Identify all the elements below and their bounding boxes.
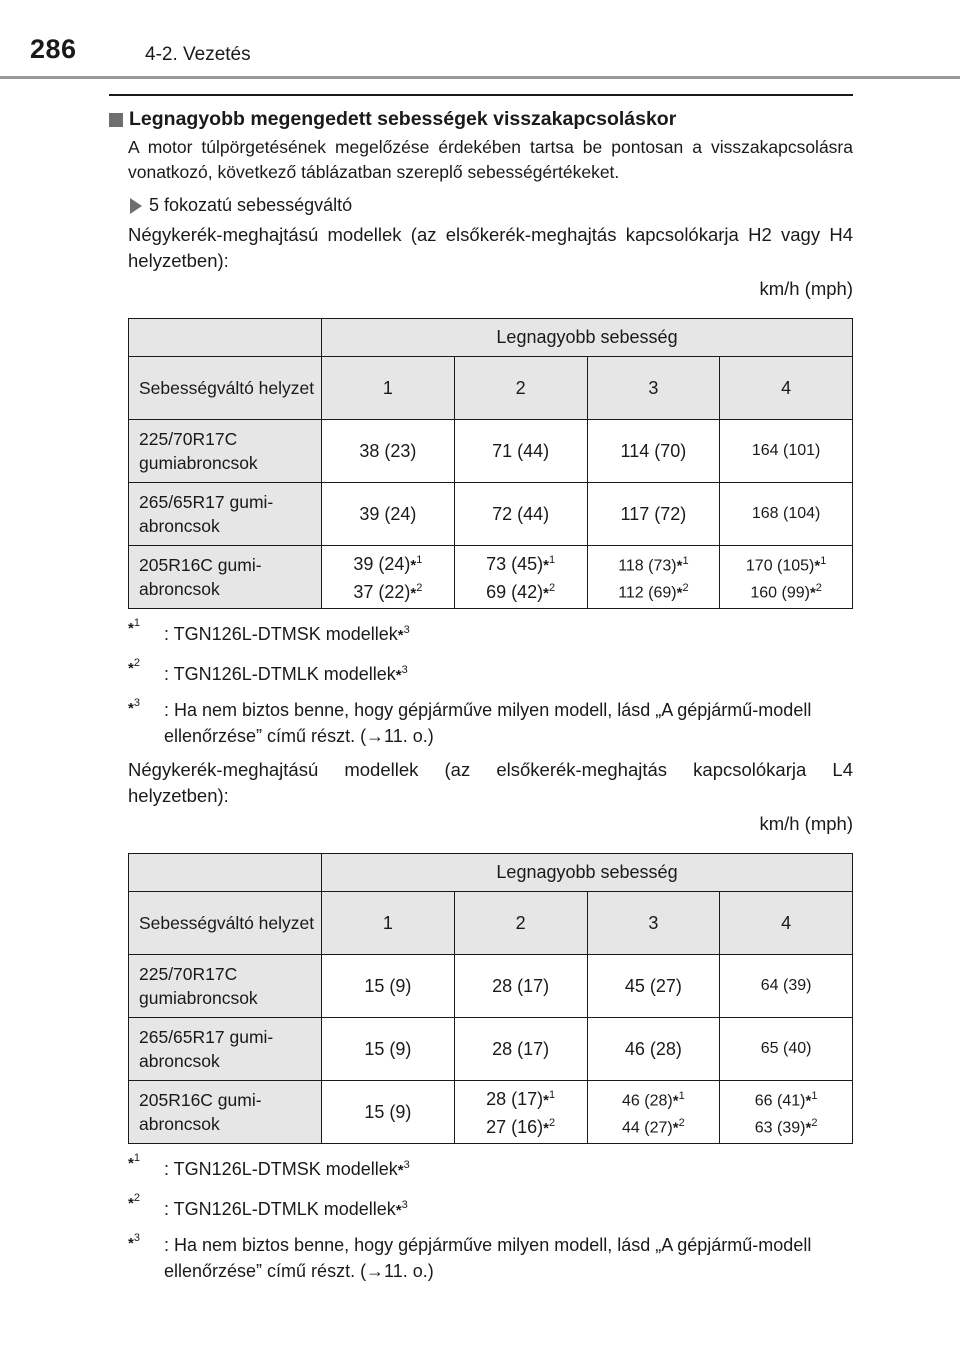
speed-cell: 118 (73)*$^1$ 112 (69)*$^2$ xyxy=(587,546,720,609)
subsection-heading xyxy=(128,195,853,216)
max-speed-header: Legnagyobb sebesség xyxy=(322,854,853,892)
speed-cell: 72 (44) xyxy=(454,483,587,546)
page-header xyxy=(0,0,960,80)
tire-label: 265/65R17 gumi-abroncsok xyxy=(129,483,322,546)
speed-cell: 73 (45)*$^1$ 69 (42)*$^2$ xyxy=(454,546,587,609)
speed-cell: 15 (9) xyxy=(322,1018,455,1081)
speed-cell: 28 (17) xyxy=(454,955,587,1018)
square-bullet-icon xyxy=(109,113,123,127)
table-header-row xyxy=(129,854,853,892)
max-speed-header: Legnagyobb sebesség xyxy=(322,319,853,357)
tire-label: 205R16C gumi-abroncsok xyxy=(129,1081,322,1144)
table1-caption: Négykerék-meghajtású modellek (az elsőkerék-meghajtás kapcsolókarja H2 vagy H4 helyzetben): xyxy=(128,224,853,271)
section-rule xyxy=(109,94,853,96)
speed-cell: 66 (41)*$^1$ 63 (39)*$^2$ xyxy=(720,1081,853,1144)
speed-cell: 64 (39) xyxy=(720,955,853,1018)
gear-header: 4 xyxy=(720,892,853,955)
section-title: Legnagyobb megengedett sebességek visszakapcsoláskor xyxy=(129,108,677,130)
section-heading xyxy=(109,108,853,131)
table2-unit: km/h (mph) xyxy=(759,813,853,834)
speed-cell: 114 (70) xyxy=(587,420,720,483)
speed-cell: 170 (105)*$^1$ 160 (99)*$^2$ xyxy=(720,546,853,609)
speed-cell: 117 (72) xyxy=(587,483,720,546)
speed-cell: 164 (101) xyxy=(720,420,853,483)
speed-cell: 15 (9) xyxy=(322,1081,455,1144)
speed-cell: 28 (17)*$^1$ 27 (16)*$^2$ xyxy=(454,1081,587,1144)
tire-label: 225/70R17C gumiabroncsok xyxy=(129,955,322,1018)
table-corner-cell xyxy=(129,854,322,892)
speed-cell: 46 (28) xyxy=(587,1018,720,1081)
table-row xyxy=(129,892,853,955)
table-header-row xyxy=(129,319,853,357)
transmission-label: 5 fokozatú sebességváltó xyxy=(149,195,353,215)
speed-cell: 39 (24)*$^1$ 37 (22)*$^2$ xyxy=(322,546,455,609)
tire-label: 225/70R17C gumiabroncsok xyxy=(129,420,322,483)
speed-cell: 39 (24) xyxy=(322,483,455,546)
page-content xyxy=(109,94,853,1284)
table-row xyxy=(129,546,853,609)
speed-cell: 46 (28)*$^1$ 44 (27)*$^2$ xyxy=(587,1081,720,1144)
gear-header: 2 xyxy=(454,357,587,420)
header-rule xyxy=(0,76,960,79)
footnote-1: *$^1$ : TGN126L-DTMSK modellek*$^3$ xyxy=(128,1152,410,1179)
table-row xyxy=(129,1081,853,1144)
gear-header: 3 xyxy=(587,357,720,420)
table2-caption: Négykerék-meghajtású modellek (az elsőkerék-meghajtás kapcsolókarja L4 helyzetben): xyxy=(128,759,853,806)
footnote-1: *$^1$ : TGN126L-DTMSK modellek*$^3$ xyxy=(128,617,410,644)
speed-cell: 45 (27) xyxy=(587,955,720,1018)
speed-cell: 168 (104) xyxy=(720,483,853,546)
table-row xyxy=(129,420,853,483)
gear-header: 1 xyxy=(322,357,455,420)
table-row xyxy=(129,483,853,546)
speed-cell: 28 (17) xyxy=(454,1018,587,1081)
triangle-bullet-icon xyxy=(130,198,142,214)
gear-position-header: Sebességváltó helyzet xyxy=(129,357,322,420)
table-row xyxy=(129,1018,853,1081)
chapter-title: 4-2. Vezetés xyxy=(145,44,251,65)
table-row xyxy=(129,357,853,420)
footnote-3: *$^3$ : Ha nem biztos benne, hogy gépjárműve milyen modell, lásd „A gépjármű-modell ellenőrzése” című részt. (→11. o.) xyxy=(128,697,812,746)
page-number: 286 xyxy=(30,34,77,64)
footnote-2: *$^2$ : TGN126L-DTMLK modellek*$^3$ xyxy=(128,1192,408,1219)
speed-cell: 38 (23) xyxy=(322,420,455,483)
table1-unit: km/h (mph) xyxy=(759,278,853,299)
table-row xyxy=(129,955,853,1018)
speed-cell: 15 (9) xyxy=(322,955,455,1018)
speed-cell: 65 (40) xyxy=(720,1018,853,1081)
section-intro: A motor túlpörgetésének megelőzése érdekében tartsa be pontosan a visszakapcsolásra vonatkozó, következő táblázatban szereplő sebességértékeket. xyxy=(128,137,853,182)
gear-header: 1 xyxy=(322,892,455,955)
speed-table-h2-h4 xyxy=(128,318,853,609)
table-corner-cell xyxy=(129,319,322,357)
gear-header: 4 xyxy=(720,357,853,420)
footnote-2: *$^2$ : TGN126L-DTMLK modellek*$^3$ xyxy=(128,657,408,684)
tire-label: 265/65R17 gumi-abroncsok xyxy=(129,1018,322,1081)
tire-label: 205R16C gumi-abroncsok xyxy=(129,546,322,609)
gear-header: 3 xyxy=(587,892,720,955)
gear-position-header: Sebességváltó helyzet xyxy=(129,892,322,955)
footnote-3: *$^3$ : Ha nem biztos benne, hogy gépjárműve milyen modell, lásd „A gépjármű-modell ellenőrzése” című részt. (→11. o.) xyxy=(128,1232,812,1281)
speed-table-l4 xyxy=(128,853,853,1144)
gear-header: 2 xyxy=(454,892,587,955)
speed-cell: 71 (44) xyxy=(454,420,587,483)
